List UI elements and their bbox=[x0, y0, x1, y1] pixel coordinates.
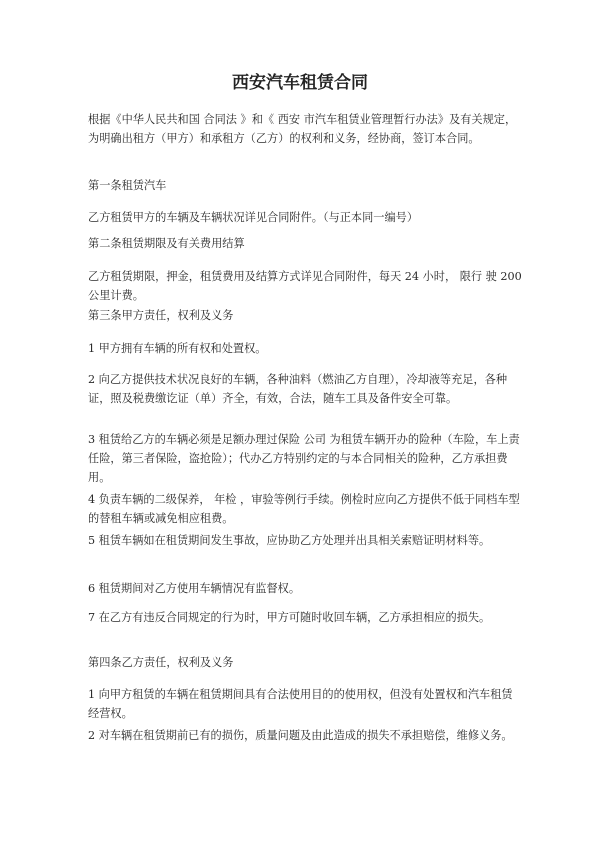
article3-item: 6 租赁期间对乙方使用车辆情况有监督权。 bbox=[88, 582, 301, 595]
article3-item: 5 租赁车辆如在租赁期间发生事故，应协助乙方处理并出具相关索赔证明材料等。 bbox=[88, 534, 491, 547]
document-title: 西安汽车租赁合同 bbox=[232, 73, 368, 93]
article2-heading: 第二条租赁期限及有关费用结算 bbox=[88, 237, 245, 250]
article3-item: 7 在乙方有违反合同规定的行为时，甲方可随时收回车辆，乙方承担相应的损失。 bbox=[88, 611, 491, 624]
intro-paragraph: 根据《中华人民共和国 合同法 》和《 西安 市汽车租赁业管理暂行办法》及有关规定，为明确出租方（甲方）和承租方（乙方）的权利和义务，经协商，签订本合同。 bbox=[88, 113, 517, 145]
article3-heading: 第三条甲方责任，权利及义务 bbox=[88, 309, 234, 322]
article4-item: 1 向甲方租赁的车辆在租赁期间具有合法使用目的的使用权，但没有处置权和汽车租赁经营权。 bbox=[88, 688, 513, 720]
article1-heading: 第一条租赁汽车 bbox=[88, 179, 167, 192]
article3-item: 3 租赁给乙方的车辆必须是足额办理过保险 公司 为租赁车辆开办的险种（车险，车上责任险，第三者保险，盗抢险）；代办乙方特别约定的与本合同相关的险种，乙方承担费用。 bbox=[88, 433, 520, 484]
article3-item: 4 负责车辆的二级保养， 年检 ，审验等例行手续。例检时应向乙方提供不低于同档车型的替租车辆或减免相应租费。 bbox=[88, 493, 520, 525]
article3-item: 1 甲方拥有车辆的所有权和处置权。 bbox=[88, 342, 267, 355]
article4-item: 2 对车辆在租赁期前已有的损伤，质量问题及由此造成的损失不承担赔偿，维修义务。 bbox=[88, 729, 513, 742]
article2-body: 乙方租赁期限，押金，租赁费用及结算方式详见合同附件，每天 24 小时， 限行 驶 200 公里计费。 bbox=[88, 270, 522, 302]
article3-item: 2 向乙方提供技术状况良好的车辆，各种油料（燃油乙方自理），冷却液等充足，各种证，照及税费缴讫证（单）齐全，有效，合法，随车工具及备件安全可靠。 bbox=[88, 373, 508, 405]
article1-body: 乙方租赁甲方的车辆及车辆状况详见合同附件。（与正本同一编号） bbox=[88, 211, 419, 224]
article4-heading: 第四条乙方责任，权利及义务 bbox=[88, 656, 234, 669]
